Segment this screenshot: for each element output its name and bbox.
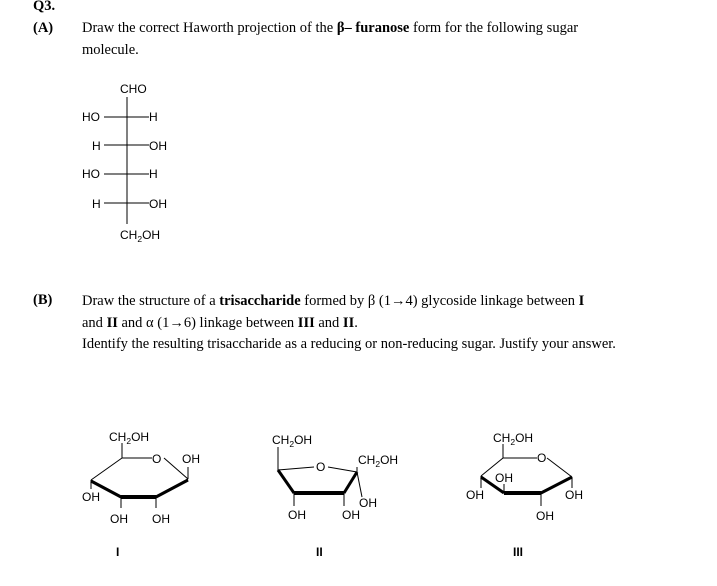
- structure-i-oh-c2: OH: [152, 512, 170, 526]
- structure-ii-oh-c4: OH: [288, 508, 306, 522]
- structure-iii-ring-oxygen: O: [537, 451, 547, 465]
- part-b-paragraph2: Identify the resulting trisaccharide as a reducing or non-reducing sugar. Justify your answer.: [82, 336, 616, 352]
- fischer-row2-right: OH: [149, 139, 167, 153]
- part-b-line2-d: .: [354, 315, 358, 331]
- part-b-line1-pre: Draw the structure of a: [82, 293, 220, 309]
- fischer-row3-right: H: [149, 167, 158, 181]
- fischer-bottom-group: $CH_2OH$: [120, 228, 161, 244]
- fischer-row4-left: H: [92, 197, 101, 211]
- part-b-line2-bold3: II: [342, 315, 355, 331]
- part-a-line1-pre: Draw the correct Haworth projection of the: [82, 20, 337, 36]
- part-a-line1-bold: β– furanose: [336, 20, 410, 36]
- part-b-label: (B): [33, 292, 53, 308]
- fischer-row1-right: H: [149, 110, 158, 124]
- fischer-projection: [104, 97, 149, 224]
- fischer-row2-left: H: [92, 139, 101, 153]
- structure-ii-bold-bond-right: [344, 472, 357, 493]
- structure-i-label: I: [116, 545, 120, 559]
- fischer-row1-left: HO: [82, 110, 100, 124]
- structure-i-ring-oxygen: O: [152, 452, 162, 466]
- structure-iii-ch2oh: $CH_2OH$: [493, 431, 534, 447]
- part-b-line1-bold2: I: [578, 293, 585, 309]
- structure-iii-label: III: [513, 545, 524, 559]
- part-b-line2-bold: II: [106, 315, 118, 331]
- structure-i-oh-c1: OH: [182, 452, 200, 466]
- part-b-line1-mid: formed by β (1→4) glycoside linkage between: [300, 293, 579, 309]
- part-b-line2-b: and α (1→6) linkage between: [117, 315, 298, 331]
- structure-ii-oh-c2: OH: [359, 496, 377, 510]
- structure-i-oh-c3: OH: [110, 512, 128, 526]
- structure-iii-oh-c2: OH: [536, 509, 554, 523]
- part-b-line2-c: and: [314, 315, 343, 331]
- part-b-line2-bold2: III: [297, 315, 315, 331]
- structure-ii-ring-oxygen: O: [316, 460, 326, 474]
- structure-ii-ch2oh-left: $CH_2OH$: [272, 433, 313, 449]
- part-a-label: (A): [33, 20, 54, 36]
- structure-ii-bold-bond-left: [278, 470, 294, 493]
- structure-ii-oh-c3: OH: [342, 508, 360, 522]
- part-b-line1-bold: trisaccharide: [219, 293, 301, 309]
- part-b-line2-a: and: [82, 315, 107, 331]
- part-a-line1-post: form for the following sugar: [409, 20, 579, 36]
- structure-i-ch2oh: $CH_2OH$: [109, 430, 150, 446]
- structure-iii-oh-c4: OH: [466, 488, 484, 502]
- structure-iii-oh-c3-up: OH: [495, 471, 513, 485]
- fischer-row3-left: HO: [82, 167, 100, 181]
- structure-ii-ch2oh-right: $CH_2OH$: [358, 453, 399, 469]
- part-a-line2: molecule.: [82, 42, 139, 58]
- structure-ii-bonds: [278, 447, 362, 506]
- structure-iii-oh-c1: OH: [565, 488, 583, 502]
- structure-i-oh-c4: OH: [82, 490, 100, 504]
- question-number: Q3.: [33, 0, 56, 14]
- fischer-row4-right: OH: [149, 197, 167, 211]
- structure-ii-label: II: [316, 545, 323, 559]
- fischer-top-group: CHO: [120, 82, 147, 96]
- structure-i-bold-bond-right: [156, 480, 188, 497]
